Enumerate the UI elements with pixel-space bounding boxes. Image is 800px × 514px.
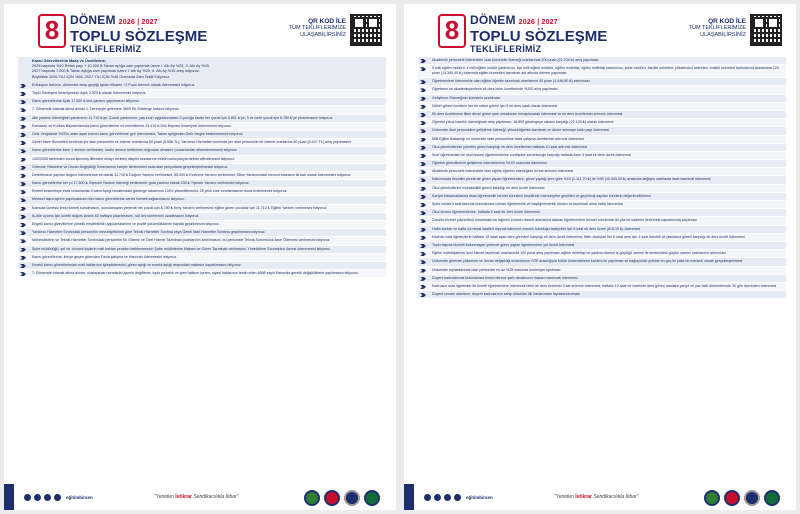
- arrow-bullet-icon: [20, 133, 26, 137]
- list-item-text: 7. Dönemde tutanak altına alınan 1. Dereceyle gelenlere 3600 Ek Gösterge hakkını istiyoruz.: [32, 107, 180, 112]
- list-item-text: Doçent unvanı alanların, doçent kadrolarının sahip oldukları fiili haklarından faydalandırılması: [432, 292, 581, 297]
- list-item: [418, 86, 786, 94]
- arrow-bullet-icon: [20, 239, 26, 243]
- list-item-text: Eğitim müfettişlerinin özel hizmet tazminatı oranlarında 100 puna artış yapılması; eğitim müfettişi ve yardımcılarının iş güçlüğü zammı ile teminindeki güçlük zammı oranlarının artırılması: [432, 251, 727, 256]
- list-item-text: Doçent kadrolarında bulunanlara birinci derece şartı olmaksızın makam tazminatı ödenmesi: [432, 275, 578, 280]
- list-item: [418, 65, 786, 78]
- arrow-bullet-icon: [420, 252, 426, 256]
- list-item: [18, 237, 386, 245]
- arrow-bullet-icon: [20, 256, 26, 260]
- list-item: [18, 188, 386, 196]
- instagram-icon[interactable]: [24, 494, 31, 501]
- title-block: [470, 14, 607, 54]
- title-toplu-sozlesme: TOPLU SÖZLEŞME: [470, 28, 608, 45]
- list-item-text: Okul yöneticilerine muhakkiklik görevi karşılığı ek ders ücreti ödenmesi: [432, 185, 545, 190]
- list-item: [18, 196, 386, 204]
- list-item: [418, 193, 786, 201]
- list-item: [18, 229, 386, 237]
- list-item-text: Öğretmenlere ödenmekte olan eğitim-öğretim tazminatı oranlarının 40 puan (4.446,60 ₺) artırılması: [432, 79, 590, 84]
- list-item-text: Kamu görevlilerine Aylık 17.000 ₺ kira yardımı yapılmasını istiyoruz.: [32, 99, 140, 104]
- salary-intro-line: 2026 başında %10 Refah payı + 10.000 ₺ Taban aylığa zam yapılmak üzere I. Altı Ay %25, II. Altı Ay %20,: [32, 64, 210, 69]
- footer-accent-bar: [4, 484, 14, 510]
- list-item-text: Üniversite görevde yükselme ve ünvan değişikliği sınavlarının YÖK aracılığıyla bütün üniversitelerin katılımı ile yapılması ve bağlayıcılık yetkide en geç iki yılda bir merkezi olarak gerçekleştirilmesi: [432, 259, 743, 264]
- social-links: [24, 494, 93, 501]
- arrow-bullet-icon: [420, 285, 426, 289]
- left-demands-list: [18, 57, 386, 278]
- page-footer: [4, 484, 396, 510]
- list-item-text: Öğretim yılına hazırlık ödeneğinde artış yapılması; 18.890 göstergeye rakamı karşılığı (22.105 ₺) olarak ödenmesi: [432, 120, 614, 125]
- motto-strong: İstikrar: [175, 494, 192, 500]
- list-item-text: Okul yöneticilerinin yönetim görevi karşılığı ek ders ücretlerinin haftada 10 saat artırımlı ödenmesi: [432, 144, 588, 149]
- list-item-text: Akademik personele ödenmekte olan eğitim öğretim ödeneğinin iki kat artırımlı ödenmesi: [432, 169, 574, 174]
- arrow-bullet-icon: [420, 121, 426, 125]
- list-item: [418, 95, 786, 103]
- arrow-bullet-icon: [420, 277, 426, 281]
- logo-8-icon: 8: [438, 14, 466, 48]
- list-item-text: Emekli kesenekiye esas unsurlardan Kıdem Aylığı hesabındaki gösterge rakamının 100'e yükseltilmesini, 25 yıllık süre sınırlamasının sona erdirilmesini istiyoruz.: [32, 189, 288, 194]
- list-item-text: Kamu görevlilerine her yıl 17.500 ₺ Giyecek Yardımı ödeneği verilmesini; gıda yardımı olarak 235 ₺ Yiyecek Yardımı verilmesini istiyoruz.: [32, 181, 250, 186]
- list-item: [418, 185, 786, 193]
- arrow-bullet-icon: [420, 88, 426, 92]
- logo-8-icon: 8: [38, 14, 66, 48]
- arrow-bullet-icon: [20, 92, 26, 96]
- list-item: [418, 250, 786, 258]
- union-emblem-icon: [364, 490, 380, 506]
- arrow-bullet-icon: [420, 178, 426, 182]
- list-item-text: 14/2/2005 tarihinden sonra işlenmiş fiillerden dolayı verilmiş disiplin cezalarının bütün sonuçlarıyla birlikte affedilmesini istiyoruz.: [32, 156, 236, 161]
- list-item-text: İş-Aile uyumu için ücretli doğum izninin 60 haftaya çıkarılmasını, süt izni sürelerinin uzatılmasını istiyoruz.: [32, 213, 200, 218]
- list-item-text: Kadrolu usta öğreticilerin haftalık 15 saati aşan ders görevleri karşılığı ek ders ücreti ödenmesi; fiilen okutulan her 6 saat ders için 1 saat hazırlık ve planlama görevi karşılığı ek ders ücreti ödenmesi: [432, 234, 745, 239]
- list-item: [18, 139, 386, 147]
- union-emblem-icon: [304, 490, 320, 506]
- page-header: [404, 4, 796, 56]
- arrow-bullet-icon: [420, 146, 426, 150]
- title-donem-label: DÖNEM: [70, 13, 116, 27]
- list-item-text: Üniversite idari personeline geliştirme ödeneği, yükseköğretim tazminatı ve döner sermaye katkı payı ödenmesi: [432, 128, 609, 133]
- right-page: [404, 4, 796, 510]
- youtube-icon[interactable]: [454, 494, 461, 501]
- list-item-text: Şube müdürü kadrolarında bulunanlara uzman öğretmenlik ve başöğretmenlik ünvanı ve tazminatı alma hakkı tanınması: [432, 202, 624, 206]
- list-item: [18, 205, 386, 213]
- qr-caption-line2: TÜM TEKLİFLERİMİZE: [288, 25, 346, 31]
- arrow-bullet-icon: [20, 141, 26, 145]
- arrow-bullet-icon: [420, 105, 426, 109]
- arrow-bullet-icon: [20, 190, 26, 194]
- x-icon[interactable]: [434, 494, 441, 501]
- list-item-text: Geliştirme Ödeneğinin süresinin uzatılması: [432, 95, 501, 100]
- qr-caption: [689, 18, 746, 39]
- list-item-text: Toplu Sözleşme İkramiyesinin Aylık 2.925 ₺ olarak ödenmesini istiyoruz.: [32, 91, 147, 95]
- list-item-text: Kamuda ücretsiz kreş hizmeti sunulmasını, sunulamayan yerlerde her çocuk için 8.780 ₺ Kreş Yardımı verilmesini; eğitim gören çocuklar için 11.710 ₺ Eğitim Yardımı verilmesini istiyoruz.: [32, 205, 328, 210]
- list-item-text: Emekli kamu görevlilerimizin mali haklarının iyileştirilmesini, görev aylığı ve emekli aylığı arasındaki makasın kapatılmasını istiyoruz.: [32, 262, 242, 267]
- arrow-bullet-icon: [20, 174, 26, 178]
- list-item: [18, 98, 386, 106]
- arrow-bullet-icon: [20, 231, 26, 235]
- arrow-bullet-icon: [420, 260, 426, 264]
- list-item-text: Toplu taşıma hizmeti bulunmayan yerlerde görev yapan öğretmenlere yol ücreti ödenmesi: [432, 242, 575, 247]
- salary-intro-line: 2027 başında 7.500 ₺ Taban aylığa zam yapılmak üzere I. Altı Ay %20, II. Altı Ay %15 artış istiyoruz.: [32, 69, 200, 74]
- footer-motto: [154, 494, 238, 500]
- union-emblem-icon: [744, 490, 760, 506]
- list-item: [418, 209, 786, 217]
- arrow-bullet-icon: [420, 138, 426, 142]
- left-page: [4, 4, 396, 510]
- list-item-text: Enflasyon farkının, dönemsel artışı geçtiği aydan itibaren +2 Puan artırımlı olarak ödenmesini istiyoruz.: [32, 82, 196, 87]
- list-item-text: Mühendislerin ve Teknik Hizmetler Sınıfındaki personelin Ek Ödeme ve Özel Hizmet Tazminatı puanlarının artırılmasını, bu personele Teknik Sorumluluk İlave Ödemesi verilmesini istiyoruz.: [32, 238, 331, 243]
- list-item: [18, 262, 386, 270]
- list-item-text: İl milli eğitim müdürü, il milli eğitim müdür yardımcısı, ilçe milli eğitim müdürü, eğitim müfettişi, eğitim müfettişi yardımcısı, şube müdürü, fakülte sekreteri, yüksekokul sekreteri, enstitü sekreteri kadrolarına atananlara 120 puan (13.340,40 ₺) tutarında eğitim hizmetleri tazminatı adı altında ödeme yapılması: [432, 66, 779, 76]
- list-item-text: Kamu görevlilerine, ileriye geçen görevden Fazla çalışma ve Harcırah ödenmesini istiyoruz.: [32, 254, 178, 259]
- list-item: [418, 234, 786, 242]
- salary-intro-heading: Kamu Görevlilerinin Maaş ve Ücretlerine;: [32, 59, 107, 63]
- social-handle[interactable]: eğitimbirsen: [466, 495, 493, 500]
- list-item: [418, 283, 786, 291]
- list-item-text: Okul öncesi öğretmenlerine, haftada 5 saat ek ders ücreti ödenmesi: [432, 210, 540, 215]
- arrow-bullet-icon: [420, 113, 426, 117]
- list-item-text: Kamu görevlilerine ilave 1 derece verilmesini, kadro derece terfilerinin doğrudan olmasını (unvanlardan düzenlenmesini) istiyoruz.: [32, 148, 238, 153]
- list-item-text: Hafta sonları ve hafta içi mesai saatleri dışında katılımın zorunlu tutulduğu faaliyetler için 5 saat ek ders ücreti (819,10 ₺) ödenmesi: [432, 226, 641, 231]
- list-item: [18, 131, 386, 139]
- arrow-bullet-icon: [420, 269, 426, 273]
- union-emblem-icon: [324, 490, 340, 506]
- arrow-bullet-icon: [420, 162, 426, 166]
- arrow-bullet-icon: [20, 100, 26, 104]
- arrow-bullet-icon: [20, 125, 26, 129]
- arrow-bullet-icon: [420, 236, 426, 240]
- salary-intro-line: Böylelikle 2026 YILI İÇİN %66, 2027 YILI İÇİN %46 Oranında Zam Teklif Ediyoruz.: [32, 74, 171, 79]
- arrow-bullet-icon: [420, 154, 426, 158]
- arrow-bullet-icon: [20, 108, 26, 112]
- arrow-bullet-icon: [420, 97, 426, 101]
- list-item-text: Gelir Vergisinde %15'in oranı aşan kısmın kamu görevlilerine geri ödenmesini, Taban aylığından Gelir Vergisi kesilmemesini istiyoruz.: [32, 131, 244, 136]
- social-links: [424, 494, 493, 501]
- list-item: [418, 275, 786, 283]
- list-item: [418, 119, 786, 127]
- qr-caption-line1: QR KOD İLE: [708, 18, 746, 25]
- list-item: [418, 127, 786, 135]
- qr-caption-line3: ULAŞABİLİRSİNİZ: [700, 32, 746, 38]
- list-item: [18, 164, 386, 172]
- arrow-bullet-icon: [20, 215, 26, 219]
- arrow-bullet-icon: [420, 80, 426, 84]
- qr-caption-line3: ULAŞABİLİRSİNİZ: [300, 32, 346, 38]
- arrow-bullet-icon: [420, 203, 426, 207]
- list-item: [418, 217, 786, 225]
- list-item: [418, 160, 786, 168]
- arrow-bullet-icon: [420, 244, 426, 248]
- footer-motto: [554, 494, 638, 500]
- list-item: [418, 152, 786, 160]
- qr-code-icon[interactable]: [350, 14, 382, 46]
- title-block: [70, 14, 207, 54]
- arrow-bullet-icon: [20, 84, 26, 88]
- list-item-text: Ek ders ücretlerinin fiilen derse girme şartı olmaksızın hesaplanarak ödenmesi ve ek ders ücretlerinin artırımlı ödenmesi: [432, 111, 623, 116]
- list-item: [18, 123, 386, 131]
- list-item-text: Kariyer basamaklarına esas öğretmenlik hizmet süresinin tespitinde memuriyette geçirilen ve geçirilmiş sayılan sürelerin değerlendirilmesi: [432, 193, 651, 198]
- title-years: 2026 | 2027: [118, 19, 158, 26]
- arrow-bullet-icon: [420, 129, 426, 133]
- list-item-text: Engelli kamu görevlilerine yönelik erişilebilirlik uygulamalarının ve pozitif yükümlülüklerin hayata geçirilmesini istiyoruz.: [32, 222, 220, 226]
- arrow-bullet-icon: [20, 223, 26, 227]
- qr-code-icon[interactable]: [750, 14, 782, 46]
- arrow-bullet-icon: [20, 158, 26, 162]
- list-item: [418, 176, 786, 184]
- title-donem-label: DÖNEM: [470, 13, 516, 27]
- list-item: [18, 172, 386, 180]
- list-item-text: Merkezi taşra ayrımı yapılmaksızın tüm kamu görevlilerine servis hizmeti sağlanmasını istiyoruz.: [32, 197, 185, 202]
- arrow-bullet-icon: [420, 293, 426, 297]
- list-item: [418, 136, 786, 144]
- footer-accent-bar: [404, 484, 414, 510]
- facebook-icon[interactable]: [444, 494, 451, 501]
- facebook-icon[interactable]: [44, 494, 51, 501]
- title-donem: [70, 14, 207, 29]
- list-item-text: Akademik personele ödenmekte olan üniversite ödeneği oranlarında 200 puan (22.234 ₺) artış yapılması: [432, 58, 599, 62]
- list-item: [18, 82, 386, 90]
- salary-intro: [18, 57, 386, 82]
- motto-post: Sendikacılıkla İtibar": [593, 494, 639, 500]
- arrow-bullet-icon: [420, 219, 426, 223]
- union-emblem-icon: [704, 490, 720, 506]
- list-item-text: Ramazan ve Kurban Bayramlarında kamu görevlilerine ve emeklilerine 23.410 ₺ Dini Bayram İkramiyesi ödenmesini istiyoruz.: [32, 123, 232, 128]
- title-years: 2026 | 2027: [518, 19, 558, 26]
- list-item-text: Nöbet görevi ücretinin her bir nöbet görevi için 5 ek ders saati olarak ödenmesi: [432, 103, 558, 108]
- page-footer: [404, 484, 796, 510]
- arrow-bullet-icon: [20, 264, 26, 268]
- arrow-bullet-icon: [20, 182, 26, 186]
- list-item: [418, 144, 786, 152]
- list-item-text: Öğretim görevlilerinin geliştirme ödeneklerinin %100 oranında ödenmesi: [432, 161, 547, 166]
- title-tekliflerimiz: TEKLİFLERİMİZ: [470, 44, 542, 54]
- list-item: [418, 57, 786, 65]
- list-item-text: Aile yardımı ödeneğinin yardımının 11.710 ₺'ye; Çocuk yardımının, yaş sınırı uygulanmadan 2 çocuğa kadar her çocuk için 5.851 ₺'ye, 3 ve üzeri çocuk için 8.780 ₺'ye çıkarılmasını istiyoruz.: [32, 115, 334, 120]
- list-item-text: Öğretmen ve akademisyenlerin ek ders birim ücretlerinde %100 artış yapılması: [432, 87, 558, 92]
- motto-strong: İstikrar: [575, 494, 592, 500]
- list-item-text: Görevde Yükselme ve Ünvan Değişikliği Sınavlarının kariyer ilerlemesini esas alan periyotlarla gerçekleştirilmesini istiyoruz.: [32, 164, 229, 169]
- motto-pre: "Yeniden: [554, 494, 574, 500]
- list-item-text: Milli Eğitim Bakanlığı ve üniversite idari personeline fazla çalışma ücretlerinin artırımlı ödenmesi: [432, 136, 584, 141]
- title-toplu-sozlesme: TOPLU SÖZLEŞME: [70, 28, 208, 45]
- list-item: [418, 201, 786, 209]
- arrow-bullet-icon: [20, 272, 26, 276]
- list-item: [418, 226, 786, 234]
- list-item-text: Üniversite lojmanlarında idari personele en az %25 oranında kontenjan ayrılması: [432, 267, 561, 272]
- arrow-bullet-icon: [20, 248, 26, 252]
- union-emblem-icon: [724, 490, 740, 506]
- list-item: [418, 78, 786, 86]
- list-item-text: Kadrosuz usta öğreticiler ile ücretli öğretmenlere ödenecek birim ek ders ücretinin 3 kat artırımlı ödenmesi; haftalık 12 saat ve üzerinde ders görevi alanlara yarıyıl ve yaz tatili dönemlerinde 30 gün üzerinden ödenmesi: [432, 283, 777, 288]
- arrow-bullet-icon: [420, 170, 426, 174]
- motto-pre: "Yeniden: [154, 494, 174, 500]
- list-item: [18, 115, 386, 123]
- youtube-icon[interactable]: [54, 494, 61, 501]
- list-item: [18, 90, 386, 98]
- list-item: [18, 213, 386, 221]
- motto-post: Sendikacılıkla İtibar": [193, 494, 239, 500]
- list-item: [18, 106, 386, 114]
- union-emblem-icon: [344, 490, 360, 506]
- arrow-bullet-icon: [20, 207, 26, 211]
- list-item: [418, 242, 786, 250]
- arrow-bullet-icon: [420, 211, 426, 215]
- page-header: [4, 4, 396, 56]
- list-item-text: Kalkınmada öncelikli yörelerde görev yapan öğretmenlere, görev yaptığı yere göre %10 (1.111,70 ₺) ile %90 (10.005,30 ₺) arasında değişen oranlarda ilave tazminat ödenmesi: [432, 177, 711, 182]
- list-item: [418, 168, 786, 176]
- list-item: [418, 267, 786, 275]
- arrow-bullet-icon: [420, 195, 426, 199]
- arrow-bullet-icon: [420, 59, 426, 63]
- list-item: [18, 180, 386, 188]
- arrow-bullet-icon: [420, 187, 426, 191]
- arrow-bullet-icon: [420, 228, 426, 232]
- list-item: [418, 291, 786, 299]
- list-item-text: Devletimizce yapılan doğum ödemelerine ek olarak 11.710 ₺ Doğum Yardımı verilmesini; 55.000 ₺ Evlenme Yardımı verilmesini; Ölüm Yardımındaki mevcut tutarların iki katı olarak ödenmesini istiyoruz.: [32, 172, 352, 177]
- list-item-text: Zorunlu hizmet yükümlüsü olmamalarına rağmen zorunlu hizmet alanlarına atanan öğretmenlere hizmet sürelerinin iki yıla bir kademe ilerlemesi kapsamında sayılması: [432, 218, 698, 223]
- list-item: [18, 156, 386, 164]
- list-item-text: Yardımcı Hizmetler Sınıfındaki personelin mezuniyetlerine göre Teknik Hizmetler Sınıfına veya Genel İdari Hizmetler Sınıfına geçirilmesini istiyoruz.: [32, 230, 266, 235]
- union-emblems: [704, 490, 780, 506]
- arrow-bullet-icon: [420, 67, 426, 71]
- list-item-text: Genel İdare Hizmetleri sınıfında yer alan personelin ek ödeme oranlarına 50 puan (5.558 TL); Yardımcı Hizmetleri sınıfında yer alan personelin ek ödeme oranlarına 40 puan (4.447 TL) artış yapılmasını: [32, 140, 352, 145]
- x-icon[interactable]: [34, 494, 41, 501]
- list-item: [418, 103, 786, 111]
- qr-caption: [289, 18, 346, 39]
- list-item-text: 7. Dönemde tutanak altına alınan; uluslararası normlarla uyumlu değilleme, toplu pazarlık ve grev hakkını içeren, siyasi haklarının temin eden 4688 sayılı Kanunda gerekli değişikliklerin yapılmasını istiyoruz.: [32, 271, 359, 276]
- title-tekliflerimiz: TEKLİFLERİMİZ: [70, 44, 142, 54]
- list-item: [418, 258, 786, 266]
- arrow-bullet-icon: [20, 198, 26, 202]
- list-item: [418, 111, 786, 119]
- list-item: [18, 147, 386, 155]
- list-item: [18, 254, 386, 262]
- qr-caption-line2: TÜM TEKLİFLERİMİZE: [688, 25, 746, 31]
- title-donem: [470, 14, 607, 29]
- social-handle[interactable]: eğitimbirsen: [66, 495, 93, 500]
- arrow-bullet-icon: [20, 149, 26, 153]
- list-item: [18, 246, 386, 254]
- instagram-icon[interactable]: [424, 494, 431, 501]
- union-emblems: [304, 490, 380, 506]
- union-emblem-icon: [764, 490, 780, 506]
- list-item: [18, 221, 386, 229]
- qr-caption-line1: QR KOD İLE: [308, 18, 346, 25]
- list-item: [18, 270, 386, 278]
- list-item-text: Şube müdürlüğü, şef vb. ünvanlı kişilerin mali hakları yeniden belirlenmesini; Şube müdürlerine Makam ve Görev Tazminatı verilmesini, Yöneticilere Sorumluluk İlavesi ödenmesini istiyoruz.: [32, 246, 331, 251]
- list-item-text: Sınıf öğretmenleri ile okul öncesi öğretmenlerine sınıf/şube sorumluluğu karşılığı haftada ilave 3 saat ek ders ücreti ödenmesi: [432, 152, 631, 157]
- right-demands-list: [418, 57, 786, 299]
- arrow-bullet-icon: [20, 166, 26, 170]
- arrow-bullet-icon: [20, 117, 26, 121]
